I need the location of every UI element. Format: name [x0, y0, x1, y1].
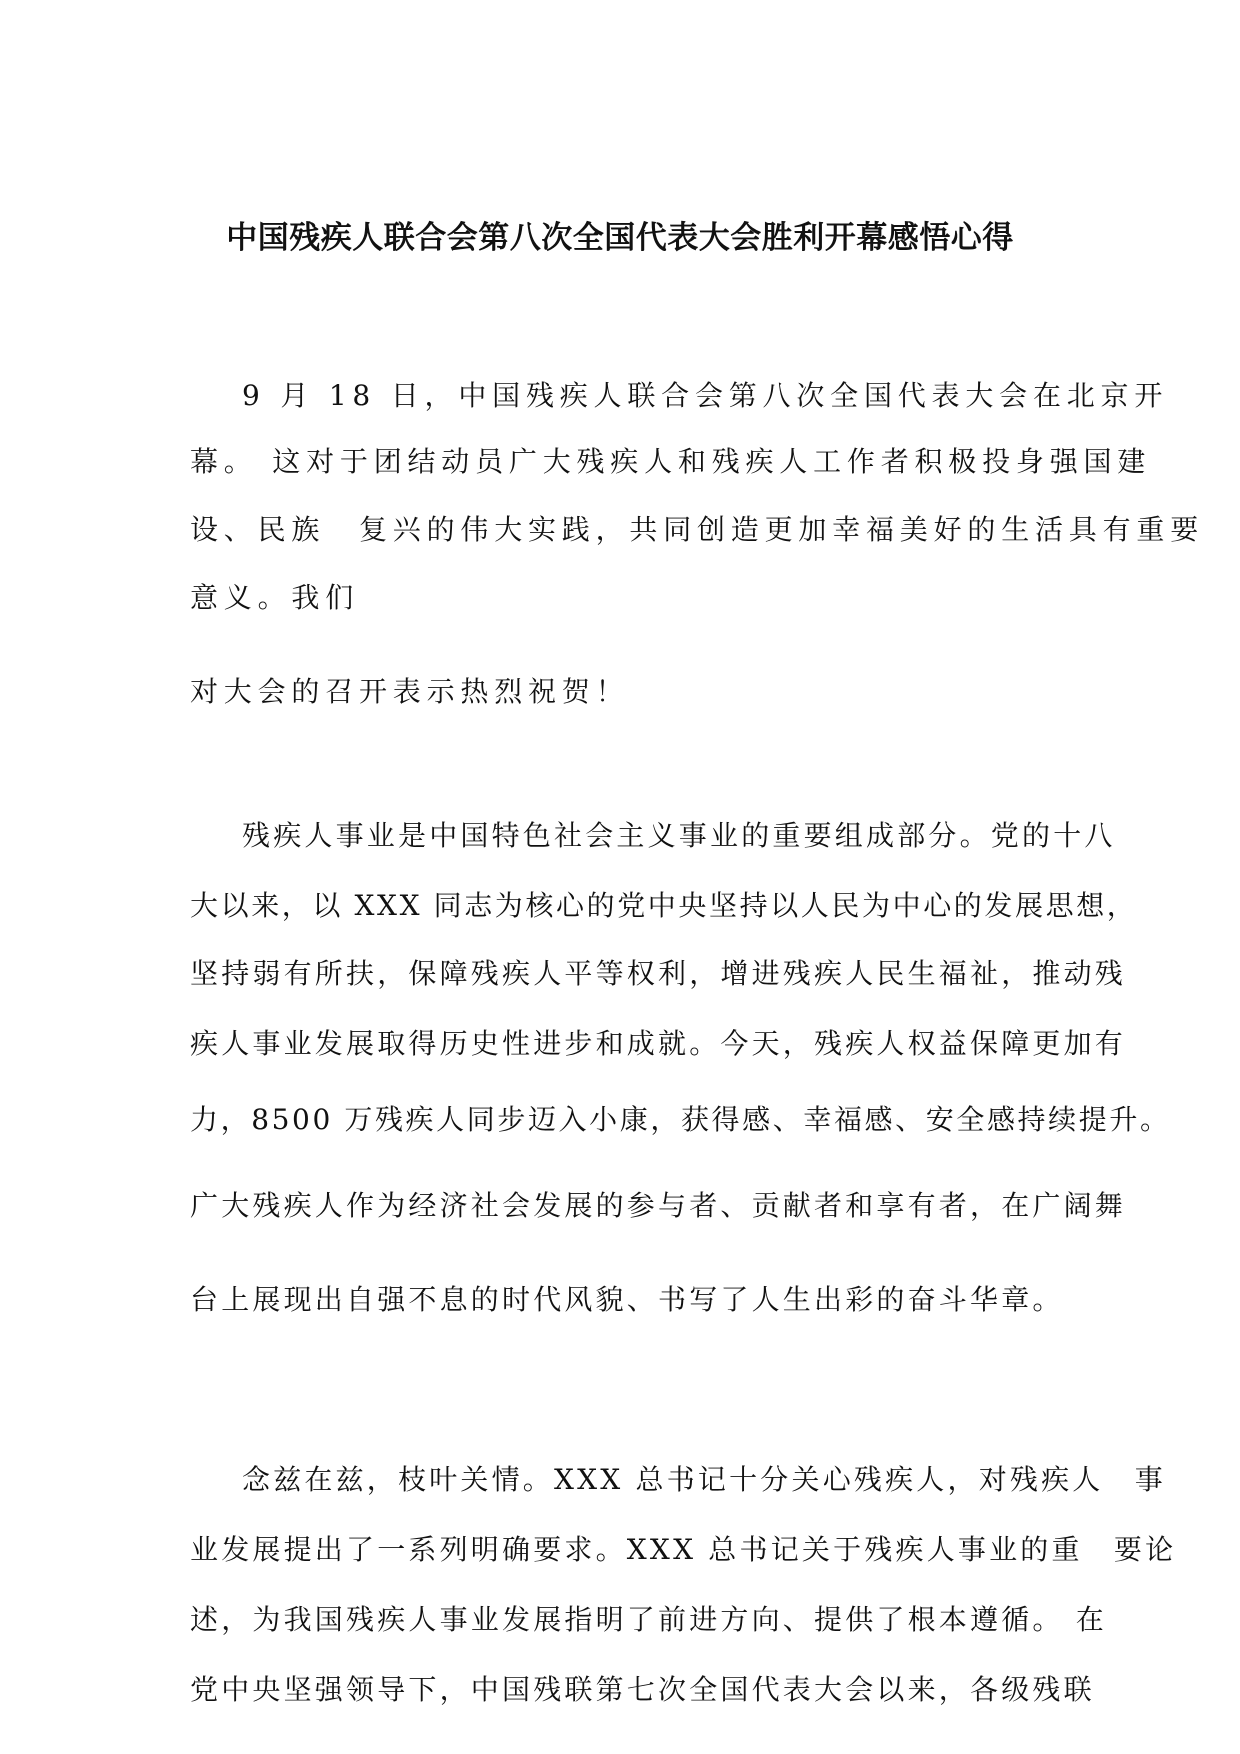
paragraph-1-line-3: 设、民族 复兴的伟大实践，共同创造更加幸福美好的生活具有重要	[190, 513, 1205, 546]
paragraph-3-line-3: 述，为我国残疾人事业发展指明了前进方向、提供了根本遵循。 在	[190, 1603, 1107, 1636]
paragraph-2-line-1: 残疾人事业是中国特色社会主义事业的重要组成部分。党的十八	[242, 819, 1116, 852]
paragraph-1-line-2: 幕。 这对于团结动员广大残疾人和残疾人工作者积极投身强国建	[190, 445, 1152, 478]
paragraph-1-line-1: 9 月 18 日，中国残疾人联合会第八次全国代表大会在北京开	[242, 379, 1169, 412]
paragraph-2-line-2: 大以来，以 XXX 同志为核心的党中央坚持以人民为中心的发展思想，	[190, 889, 1138, 922]
paragraph-3-line-1: 念兹在兹，枝叶关情。XXX 总书记十分关心残疾人，对残疾人 事	[242, 1463, 1166, 1496]
paragraph-2-line-5: 力，8500 万残疾人同步迈入小康，获得感、幸福感、安全感持续提升。	[190, 1103, 1171, 1136]
paragraph-1-line-4: 意义。我们	[190, 581, 360, 614]
paragraph-2-line-4: 疾人事业发展取得历史性进步和成就。今天，残疾人权益保障更加有	[190, 1027, 1127, 1060]
paragraph-2-line-3: 坚持弱有所扶，保障残疾人平等权利，增进残疾人民生福祉，推动残	[190, 957, 1127, 990]
paragraph-2-line-6: 广大残疾人作为经济社会发展的参与者、贡献者和享有者，在广阔舞	[190, 1189, 1127, 1222]
document-title: 中国残疾人联合会第八次全国代表大会胜利开幕感悟心得	[226, 220, 1014, 256]
paragraph-2-line-7: 台上展现出自强不息的时代风貌、书写了人生出彩的奋斗华章。	[190, 1283, 1064, 1316]
paragraph-3-line-4: 党中央坚强领导下，中国残联第七次全国代表大会以来，各级残联	[190, 1673, 1095, 1706]
paragraph-1-line-5: 对大会的召开表示热烈祝贺！	[190, 675, 630, 708]
paragraph-3-line-2: 业发展提出了一系列明确要求。XXX 总书记关于残疾人事业的重 要论	[190, 1533, 1177, 1566]
